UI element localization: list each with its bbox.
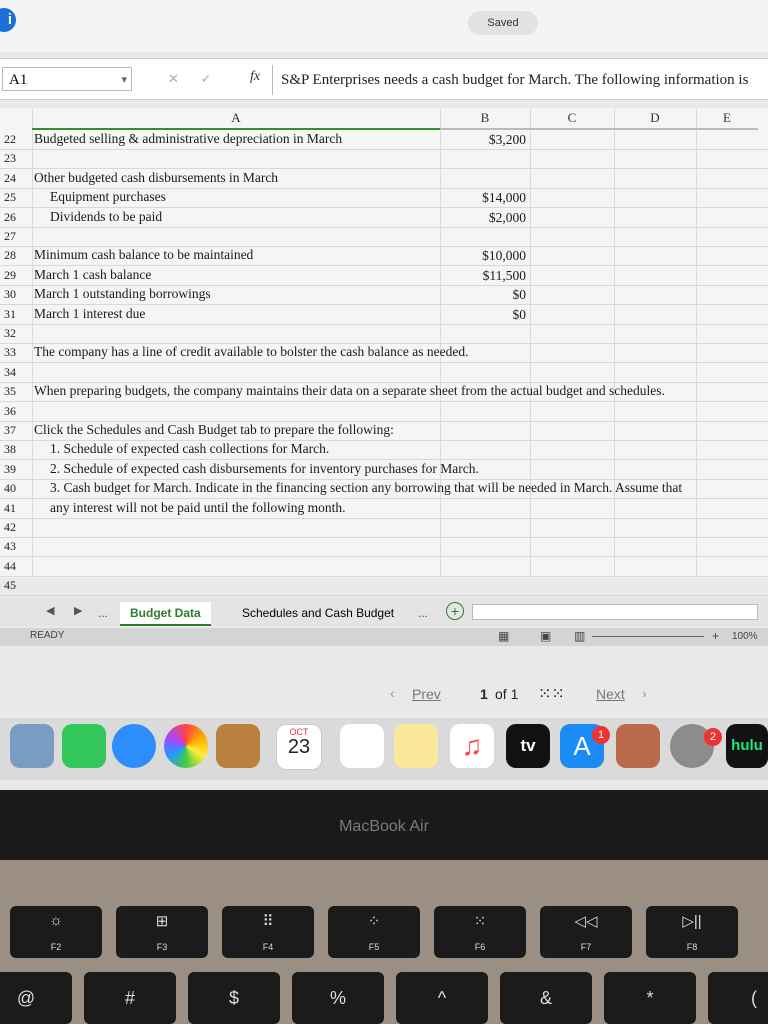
row-number[interactable]: 33 [4, 345, 16, 360]
page-break-icon[interactable]: ▥ [574, 629, 586, 643]
cell-a[interactable]: The company has a line of credit available to bolster the cash balance as needed. [34, 344, 469, 360]
preview-app-icon[interactable] [10, 724, 54, 768]
key-symbol[interactable]: % [292, 972, 384, 1024]
name-box-value: A1 [9, 72, 28, 88]
row-number[interactable]: 26 [4, 209, 16, 224]
key-label: F4 [262, 942, 274, 952]
cell-b[interactable]: $2,000 [488, 209, 526, 225]
table-row[interactable] [0, 227, 768, 247]
zoom-in-icon[interactable]: + [712, 629, 720, 643]
music-icon[interactable]: ♫ [450, 724, 494, 768]
tab-schedules-cash-budget[interactable]: Schedules and Cash Budget [242, 606, 395, 620]
key-label: F3 [156, 942, 168, 952]
tabs-more-button[interactable]: ... [98, 606, 109, 620]
tabs-more-button-right[interactable]: ... [418, 606, 429, 620]
row-number[interactable]: 24 [4, 170, 16, 185]
zoom-level: 100% [732, 631, 758, 642]
row-number[interactable]: 30 [4, 287, 16, 302]
cell-a[interactable]: 2. Schedule of expected cash disbursements for inventory purchases for March. [50, 460, 479, 476]
column-header-d[interactable]: D [614, 108, 696, 130]
page-total: of 1 [495, 686, 519, 702]
row-number[interactable]: 40 [4, 481, 16, 496]
settings-badge: 2 [704, 728, 722, 746]
table-row[interactable] [0, 479, 768, 499]
key-symbol[interactable]: $ [188, 972, 280, 1024]
row-number[interactable]: 34 [4, 364, 16, 379]
row-number[interactable]: 31 [4, 306, 16, 321]
cell-b[interactable]: $0 [512, 306, 526, 322]
table-row[interactable] [0, 537, 768, 557]
row-number[interactable]: 36 [4, 403, 16, 418]
table-row[interactable] [0, 557, 768, 577]
row-number[interactable]: 22 [4, 132, 16, 146]
row-number[interactable]: 44 [4, 558, 16, 573]
row-number[interactable]: 38 [4, 442, 16, 457]
column-header-b[interactable]: B [440, 108, 530, 130]
key-glyph-icon: ⁙ [473, 913, 487, 930]
scroll-right-icon[interactable]: ▶ [74, 605, 83, 617]
sheet-tab-bar [0, 598, 768, 626]
facetime-icon[interactable] [62, 724, 106, 768]
tab-budget-data[interactable]: Budget Data [120, 602, 211, 626]
column-header-c[interactable]: C [530, 108, 614, 130]
prev-button[interactable]: Prev [412, 686, 441, 702]
name-box[interactable] [2, 67, 132, 91]
table-row[interactable] [0, 130, 768, 150]
key-f3[interactable] [116, 906, 208, 958]
table-row[interactable] [0, 188, 768, 208]
key-glyph-icon: ⊞ [155, 913, 169, 930]
cell-a[interactable]: 1. Schedule of expected cash collections for March. [50, 441, 330, 457]
row-number[interactable]: 42 [4, 520, 16, 534]
contacts-icon[interactable] [216, 724, 260, 768]
status-ready: READY [30, 630, 65, 641]
keyboard [0, 860, 768, 1024]
row-number[interactable]: 25 [4, 190, 16, 205]
key-f2[interactable] [10, 906, 102, 958]
key-symbol[interactable]: # [84, 972, 176, 1024]
app-store-badge: 1 [592, 726, 610, 744]
table-row[interactable] [0, 324, 768, 344]
key-symbol[interactable]: ( [708, 972, 768, 1024]
table-row[interactable] [0, 402, 768, 422]
chevron-down-icon[interactable]: ▾ [121, 74, 127, 86]
cell-a[interactable]: March 1 cash balance [34, 266, 152, 282]
zoom-slider[interactable] [592, 636, 704, 637]
key-label: F7 [580, 942, 592, 952]
cell-a[interactable]: March 1 outstanding borrowings [34, 286, 211, 302]
chevron-left-icon: ‹ [390, 685, 395, 701]
key-f7[interactable] [540, 906, 632, 958]
photo-booth-icon[interactable] [616, 724, 660, 768]
fx-icon[interactable]: fx [250, 69, 261, 84]
saved-status: Saved [468, 11, 538, 35]
table-row[interactable] [0, 208, 768, 228]
key-f5[interactable] [328, 906, 420, 958]
row-number[interactable]: 45 [4, 578, 16, 593]
key-glyph-icon: ◁◁ [574, 913, 598, 930]
key-glyph-icon: ⁘ [367, 913, 381, 930]
page-navigator [0, 680, 768, 710]
column-header-a[interactable]: A [32, 108, 440, 130]
page-number: 1 [480, 686, 488, 702]
app-topbar [0, 0, 768, 52]
table-row[interactable] [0, 169, 768, 189]
row-number[interactable]: 43 [4, 539, 16, 554]
cell-a[interactable]: Equipment purchases [50, 189, 166, 205]
formula-controls [168, 71, 229, 87]
cell-a[interactable]: Minimum cash balance to be maintained [34, 247, 254, 263]
cell-a[interactable]: Dividends to be paid [50, 208, 163, 224]
cell-b[interactable]: $10,000 [482, 248, 526, 264]
info-icon[interactable]: i [0, 8, 16, 32]
table-row[interactable] [0, 305, 768, 325]
row-number[interactable]: 32 [4, 326, 16, 340]
row-number[interactable]: 35 [4, 384, 16, 399]
hulu-label: hulu [731, 737, 763, 754]
table-row[interactable] [0, 499, 768, 519]
mac-dock [0, 718, 768, 780]
key-label: F8 [686, 942, 698, 952]
cell-b[interactable]: $0 [512, 287, 526, 303]
table-row[interactable] [0, 266, 768, 286]
key-f6[interactable] [434, 906, 526, 958]
app-store-icon[interactable]: A [560, 724, 604, 768]
cell-a[interactable]: 3. Cash budget for March. Indicate in the financing section any borrowing that will be needed in March. Assume that [50, 480, 683, 496]
table-row[interactable] [0, 460, 768, 480]
key-glyph-icon: ▷|| [682, 913, 702, 930]
row-number[interactable]: 27 [4, 229, 16, 243]
calendar-day: 23 [287, 736, 311, 758]
cell-a[interactable]: Click the Schedules and Cash Budget tab to prepare the following: [34, 422, 394, 437]
formula-bar [0, 58, 768, 100]
horizontal-scrollbar[interactable] [472, 604, 758, 620]
key-symbol[interactable]: ^ [396, 972, 488, 1024]
status-bar [0, 628, 768, 646]
key-label: F6 [474, 942, 486, 952]
grid-view-icon[interactable]: ⁙⁙ [538, 686, 565, 703]
table-row[interactable] [0, 576, 768, 596]
chevron-right-icon: › [642, 685, 647, 701]
cell-a[interactable]: Budgeted selling & administrative depreciation in March [34, 131, 343, 146]
table-row[interactable] [0, 382, 768, 402]
key-f8[interactable] [646, 906, 738, 958]
calendar-icon[interactable] [276, 724, 322, 770]
reminders-icon[interactable] [340, 724, 384, 768]
table-row[interactable] [0, 421, 768, 441]
row-number[interactable]: 37 [4, 423, 16, 437]
row-number[interactable]: 39 [4, 461, 16, 476]
key-symbol[interactable]: * [604, 972, 696, 1024]
table-row[interactable] [0, 246, 768, 266]
scroll-left-icon[interactable]: ◀ [46, 605, 55, 617]
cell-b[interactable]: $11,500 [482, 267, 526, 283]
key-label: F2 [50, 942, 62, 952]
key-f4[interactable] [222, 906, 314, 958]
table-row[interactable] [0, 440, 768, 460]
laptop-label: MacBook Air [339, 818, 429, 835]
row-number[interactable]: 29 [4, 267, 16, 282]
calendar-month: OCT [289, 727, 309, 737]
row-number[interactable]: 28 [4, 248, 16, 263]
cell-b[interactable]: $14,000 [482, 190, 526, 206]
notes-icon[interactable] [394, 724, 438, 768]
cancel-icon[interactable]: ✕ [168, 71, 179, 86]
table-row[interactable] [0, 363, 768, 383]
key-symbol[interactable]: @ [0, 972, 72, 1024]
cell-a[interactable]: any interest will not be paid until the following month. [50, 499, 346, 515]
key-label: F5 [368, 942, 380, 952]
cell-a[interactable]: March 1 interest due [34, 305, 146, 321]
key-glyph-icon: ☼ [49, 912, 63, 929]
add-sheet-icon[interactable]: + [446, 602, 464, 620]
cell-a[interactable]: When preparing budgets, the company maintains their data on a separate sheet from the actual budget and schedules. [34, 383, 665, 399]
cell-a[interactable]: Other budgeted cash disbursements in March [34, 169, 279, 185]
key-symbol[interactable]: & [500, 972, 592, 1024]
column-header-e[interactable]: E [696, 108, 758, 130]
formula-input[interactable]: S&P Enterprises needs a cash budget for March. The following information is [272, 65, 768, 95]
cell-b[interactable]: $3,200 [488, 132, 526, 147]
table-row[interactable] [0, 343, 768, 363]
page-layout-icon[interactable]: ▣ [540, 629, 552, 643]
table-row[interactable] [0, 285, 768, 305]
tv-label: tv [520, 736, 536, 755]
messages-icon[interactable] [112, 724, 156, 768]
key-glyph-icon: ⠿ [262, 913, 274, 930]
laptop-bezel [0, 790, 768, 860]
row-number[interactable]: 41 [4, 500, 16, 515]
table-row[interactable] [0, 149, 768, 169]
row-number[interactable]: 23 [4, 151, 16, 166]
check-icon[interactable]: ✓ [200, 71, 212, 86]
next-button[interactable]: Next [596, 686, 625, 702]
table-row[interactable] [0, 518, 768, 538]
photos-icon[interactable] [164, 724, 208, 768]
apple-tv-icon[interactable] [506, 724, 550, 768]
spreadsheet-grid[interactable] [0, 108, 768, 593]
hulu-icon[interactable] [726, 724, 768, 768]
normal-view-icon[interactable]: ▦ [498, 629, 510, 643]
